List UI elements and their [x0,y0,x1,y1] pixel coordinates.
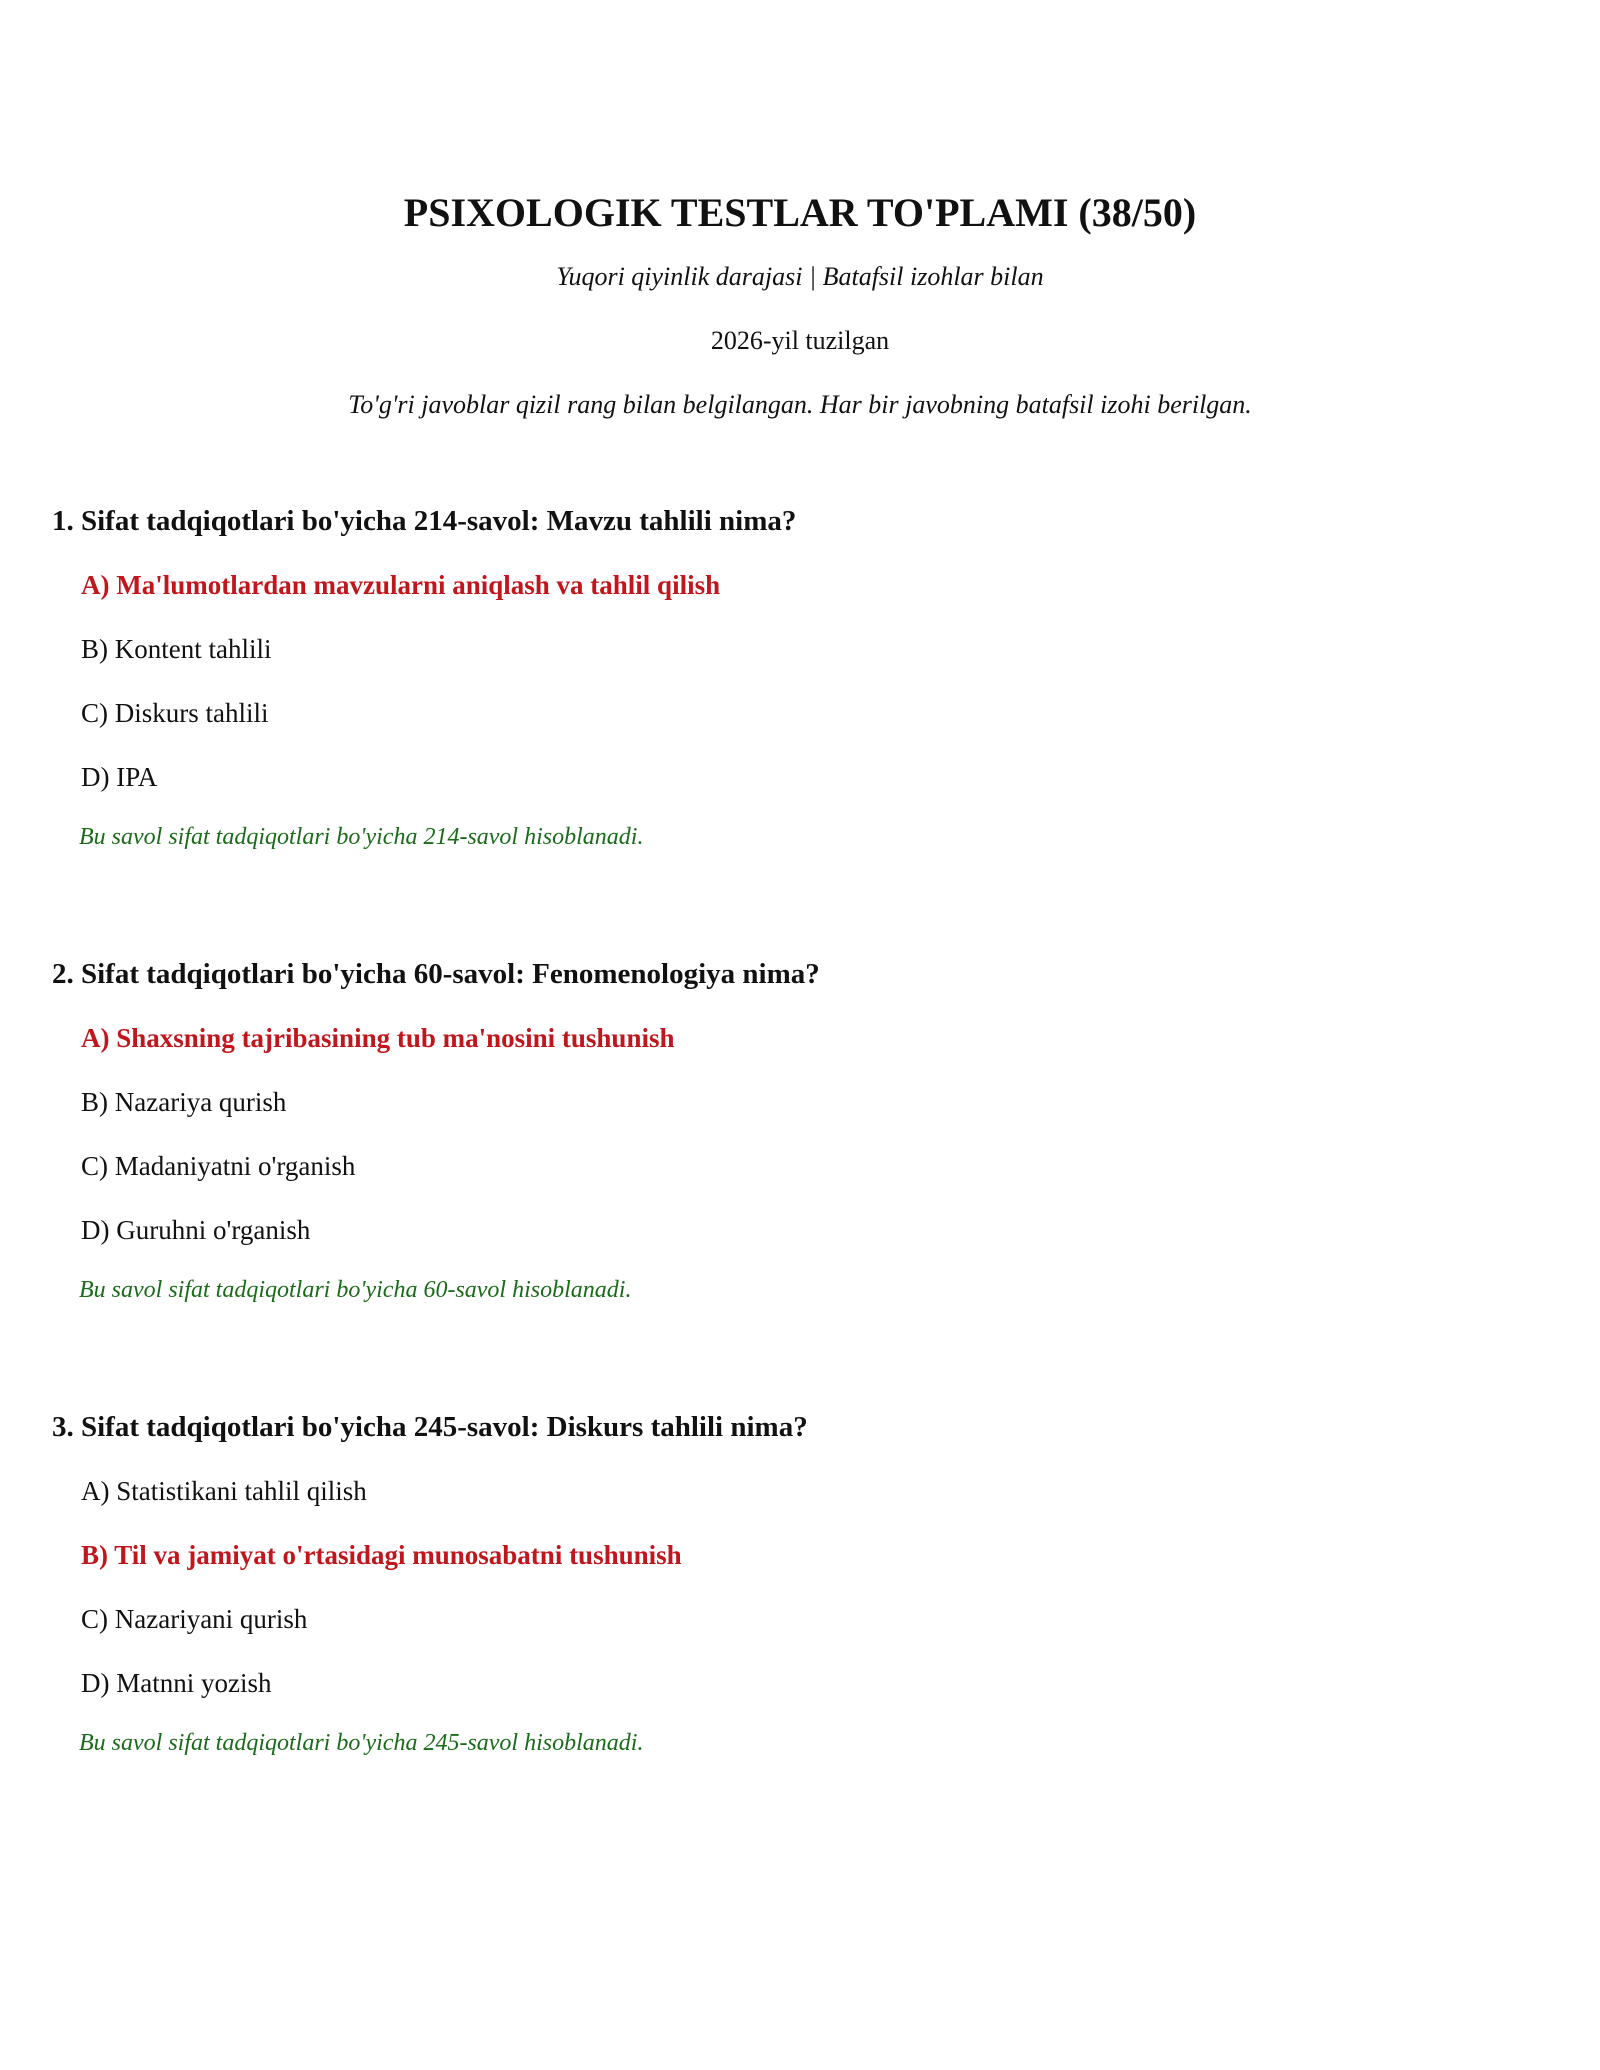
question-text: 1. Sifat tadqiqotlari bo'yicha 214-savol: Mavzu tahlili nima? [52,505,797,537]
answer-option-b: B) Nazariya qurish [81,1087,287,1117]
answer-explanation: Bu savol sifat tadqiqotlari bo'yicha 214-savol hisoblanadi. [79,824,644,850]
answer-explanation: Bu savol sifat tadqiqotlari bo'yicha 245-savol hisoblanadi. [79,1730,644,1756]
answer-option-a: A) Ma'lumotlardan mavzularni aniqlash va tahlil qilish [81,570,721,600]
creation-year: 2026-yil tuzilgan [710,326,890,355]
answer-option-d: D) Matnni yozish [81,1668,272,1698]
answer-option-b: B) Til va jamiyat o'rtasidagi munosabatni tushunish [81,1540,682,1570]
answer-option-a: A) Shaxsning tajribasining tub ma'nosini tushunish [81,1023,675,1053]
document-header [52,0,1548,422]
question-2 [52,955,1548,1408]
answer-option-d: D) Guruhni o'rganish [81,1215,311,1245]
answer-option-d: D) IPA [81,762,158,792]
page-subtitle: Yuqori qiyinlik darajasi | Batafsil izohlar bilan [556,262,1044,291]
question-3 [52,1408,1548,1861]
answer-option-c: C) Nazariyani qurish [81,1604,308,1634]
instructions-note: To'g'ri javoblar qizil rang bilan belgilangan. Har bir javobning batafsil izohi berilgan. [348,390,1252,419]
answer-explanation: Bu savol sifat tadqiqotlari bo'yicha 60-savol hisoblanadi. [79,1277,632,1303]
question-text: 2. Sifat tadqiqotlari bo'yicha 60-savol: Fenomenologiya nima? [52,958,820,990]
question-text: 3. Sifat tadqiqotlari bo'yicha 245-savol: Diskurs tahlili nima? [52,1411,808,1443]
question-1 [52,502,1548,955]
question-list [52,502,1548,1861]
answer-option-c: C) Madaniyatni o'rganish [81,1151,356,1181]
page-title: PSIXOLOGIK TESTLAR TO'PLAMI (38/50) [403,190,1197,235]
answer-option-c: C) Diskurs tahlili [81,698,269,728]
answer-option-b: B) Kontent tahlili [81,634,272,664]
answer-option-a: A) Statistikani tahlil qilish [81,1476,367,1506]
